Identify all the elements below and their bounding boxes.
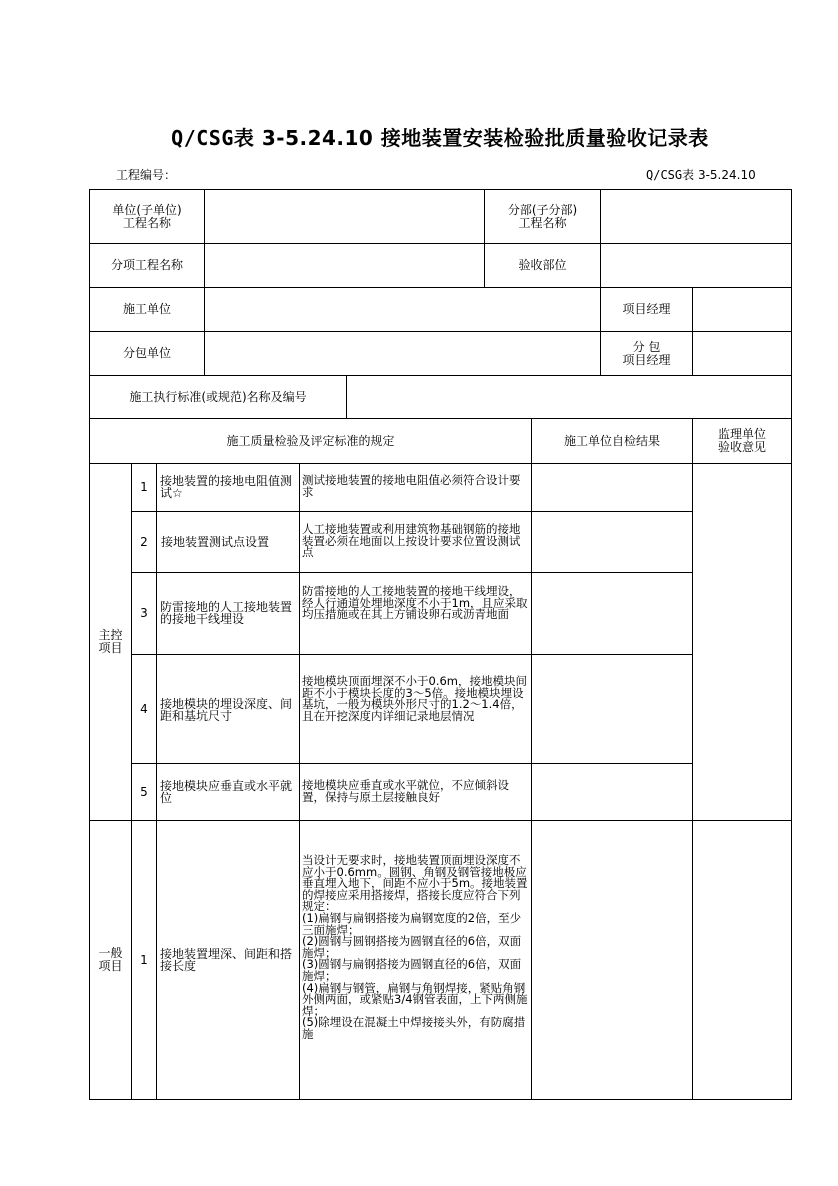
project-manager-label: 项目经理 (622, 302, 671, 316)
main-control-label: 主控 项目 (98, 628, 123, 655)
item-no: 2 (140, 534, 148, 549)
item-standard: 接地模块顶面埋深不小于0.6m，接地模块间距不小于模块长度的3～5倍。接地模块埋设基坑，一般为模块外形尺寸的1.2～1.4倍，且在开挖深度内详细记录地层情况 (302, 674, 527, 723)
item-name: 接地装置的接地电阻值测试☆ (160, 474, 293, 500)
subcontract-unit-label: 分包单位 (122, 346, 171, 360)
item-standard: 防雷接地的人工接地装置的接地干线埋设，经人行通道处埋地深度不小于1m，且应采取均压措施或在其上方铺设卵石或沥青地面 (302, 584, 528, 622)
form-title (0, 122, 838, 151)
item-name: 接地模块的埋设深度、间距和基坑尺寸 (160, 697, 293, 723)
title-code: Q/CSG (171, 126, 234, 150)
main-control-supervision[interactable] (693, 464, 791, 820)
item-standard: 接地模块应垂直或水平就位，不应倾斜设置，保持与原土层接触良好 (302, 778, 509, 804)
subitem-label: 分项工程名称 (110, 258, 183, 272)
item-name: 接地模块应垂直或水平就位 (160, 779, 293, 805)
form-code (646, 166, 756, 183)
form-code-text: 表 3-5.24.10 (682, 168, 756, 182)
item-no: 5 (140, 784, 148, 799)
self-check-result[interactable] (532, 821, 692, 1099)
subcontract-manager-value[interactable] (693, 332, 791, 375)
self-check-result[interactable] (532, 655, 692, 763)
self-check-column-header: 施工单位自检结果 (563, 433, 660, 448)
project-no-label: 工程编号： (116, 168, 177, 182)
item-no: 3 (140, 606, 148, 620)
standard-value[interactable] (347, 376, 791, 418)
item-name: 接地装置埋深、间距和搭接长度 (160, 947, 293, 973)
construction-unit-value[interactable] (205, 288, 600, 331)
general-label: 一般 项目 (98, 946, 123, 973)
general-supervision[interactable] (693, 821, 791, 1099)
acceptance-part-label: 验收部位 (518, 258, 567, 272)
construction-unit-label: 施工单位 (122, 302, 171, 316)
subcontract-unit-value[interactable] (205, 332, 600, 375)
item-name: 接地装置测试点设置 (161, 534, 270, 549)
self-check-result[interactable] (532, 464, 692, 511)
subcontract-manager-label: 分 包 项目经理 (622, 339, 671, 367)
item-name: 防雷接地的人工接地装置的接地干线埋设 (160, 600, 293, 626)
self-check-result[interactable] (532, 512, 692, 572)
division-label: 分部(子分部) 工程名称 (507, 202, 578, 230)
acceptance-part-value[interactable] (601, 244, 791, 287)
self-check-result[interactable] (532, 573, 692, 654)
title-text: 表 3-5.24.10 接地装置安装检验批质量验收记录表 (233, 126, 709, 150)
item-standard: 测试接地装置的接地电阻值必须符合设计要求 (302, 473, 521, 499)
self-check-result[interactable] (532, 764, 692, 820)
form-code-prefix: Q/CSG (646, 168, 683, 182)
subitem-value[interactable] (205, 244, 484, 287)
project-manager-value[interactable] (693, 288, 791, 331)
unit-project-value[interactable] (205, 190, 484, 243)
item-standard: 当设计无要求时，接地装置顶面埋设深度不应小于0.6mm。圆钢、角钢及钢管接地极应垂直埋入地下，间距不应小于5m。接地装置的焊接应采用搭接焊，搭接长度应符合下列规定： (1)扁钢与扁钢搭接为扁钢宽度的2倍，至少三面施焊； (2)圆钢与圆钢搭接为圆钢直径的6倍，双面施焊； (3)圆钢与扁钢搭接为圆钢直径的6倍，双面施焊； (4)扁钢与钢管，扁钢与角钢焊接，紧贴角钢外侧两面，或紧贴3/4钢管表面，上下两侧施焊； (5)除埋设在混凝土中焊接接头外，有防腐措施 (302, 853, 528, 1041)
division-value[interactable] (601, 190, 791, 243)
item-no: 1 (140, 952, 148, 967)
standard-label: 施工执行标准(或规范)名称及编号 (129, 389, 307, 404)
item-no: 1 (140, 480, 148, 494)
spec-column-header: 施工质量检验及评定标准的规定 (226, 433, 395, 448)
item-no: 4 (140, 701, 148, 716)
supervision-column-header: 监理单位 验收意见 (717, 427, 766, 454)
unit-project-label: 单位(子单位) 工程名称 (112, 202, 182, 230)
item-standard: 人工接地装置或利用建筑物基础钢筋的接地装置必须在地面以上按设计要求位置设测试点 (302, 522, 521, 560)
